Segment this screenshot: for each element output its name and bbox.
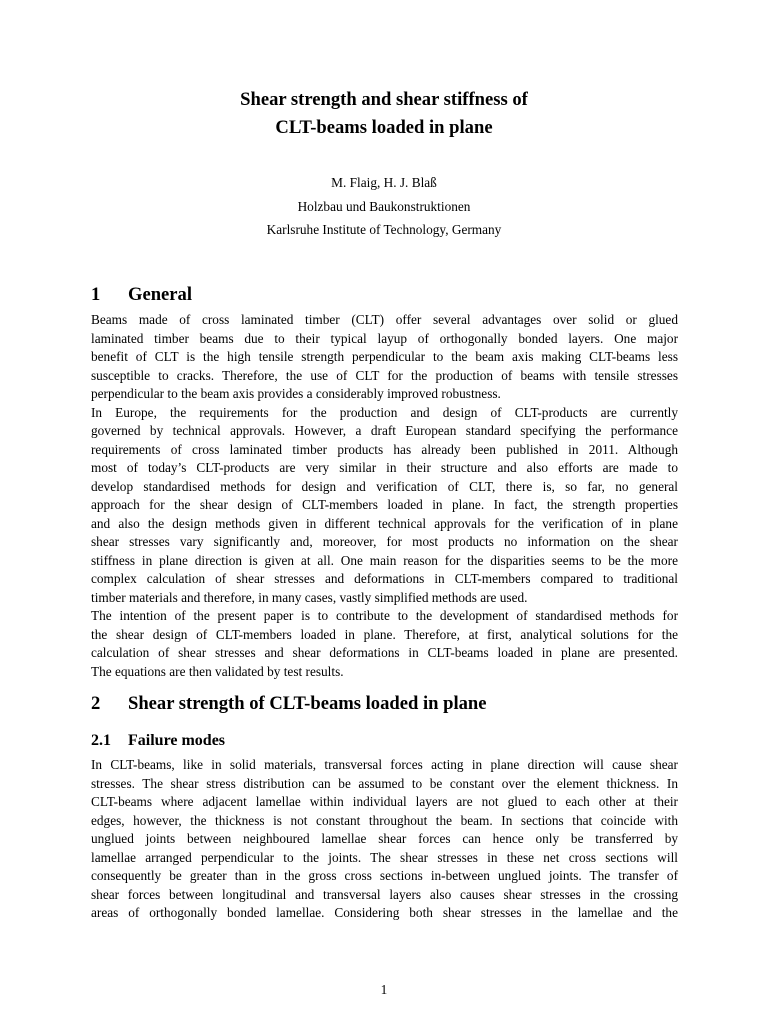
text-line: stiffness in plane direction is given at all. One main reason for the disparities seems to be the more [91, 552, 678, 568]
text-line: perpendicular to the beam axis provides a considerably improved robustness. [91, 386, 501, 401]
section-1-body [91, 311, 678, 681]
institution: Karlsruhe Institute of Technology, Germany [266, 222, 502, 237]
text-line: unglued joints between neighboured lamellae shear forces can hence only be transferred by [91, 831, 678, 846]
paper-title [0, 86, 768, 142]
section-2-1-heading [91, 731, 225, 751]
text-line: shear stresses vary significantly and, moreover, for most products no information on the shear [91, 534, 678, 549]
text-line: consequently be greater than in the gross cross sections in-between unglued joints. The transfer of [91, 868, 678, 883]
text-line: susceptible to cracks. Therefore, the use of CLT for the production of beams with tensile stresses [91, 367, 678, 383]
text-line: the shear design of CLT-members loaded in plane. Therefore, at first, analytical solutions for the [91, 626, 678, 642]
section-number: 2.1 [91, 732, 111, 749]
text-line: complex calculation of shear stresses and deformations in CLT-members compared to traditional [91, 571, 678, 586]
text-line: develop standardised methods for design and verification of CLT, there is, so far, no general [91, 478, 678, 494]
title-line: CLT-beams loaded in plane [275, 117, 493, 138]
title-line: Shear strength and shear stiffness of [240, 89, 528, 110]
text-line: In CLT-beams, like in solid materials, transversal forces acting in plane direction will cause shear [91, 757, 678, 772]
section-2-1-body [91, 756, 678, 923]
text-line: laminated timber beams due to their typical layup of orthogonally bonded layers. One major [91, 330, 678, 346]
text-line: benefit of CLT is the high tensile strength perpendicular to the beam axis making CLT-beams less [91, 349, 678, 364]
text-line: shear forces between longitudinal and transversal layers also causes shear stresses in the crossing [91, 886, 678, 902]
text-line: stresses. The shear stress distribution can be assumed to be constant over the element thickness. In [91, 775, 678, 791]
text-line: Beams made of cross laminated timber (CLT) offer several advantages over solid or glued [91, 312, 678, 327]
affiliation: Holzbau und Baukonstruktionen [297, 199, 471, 214]
text-line: The intention of the present paper is to contribute to the development of standardised methods for [91, 608, 678, 623]
section-title: General [128, 284, 193, 305]
text-line: areas of orthogonally bonded lamellae. Considering both shear stresses in the lamellae and the [91, 905, 678, 920]
section-1-heading [91, 284, 192, 306]
text-line: The equations are then validated by test results. [91, 663, 344, 679]
section-title: Shear strength of CLT-beams loaded in plane [128, 693, 487, 714]
section-2-heading [91, 693, 487, 715]
text-line: and also the design methods given in different technical approvals for the verification of in plane [91, 515, 678, 531]
text-line: approach for the shear design of CLT-members loaded in plane. In fact, the strength properties [91, 497, 678, 512]
text-line: calculation of shear stresses and shear deformations in CLT-beams loaded in plane are presented. [91, 645, 678, 660]
section-number: 2 [91, 693, 101, 714]
text-line: timber materials and therefore, in many cases, vastly simplified methods are used. [91, 589, 528, 605]
text-line: requirements of cross laminated timber products has already been published in 2011. Although [91, 441, 678, 457]
text-line: edges, however, the thickness is not constant throughout the beam. In sections that coincide with [91, 812, 678, 828]
section-title: Failure modes [128, 732, 226, 749]
section-number: 1 [91, 284, 101, 305]
authors: M. Flaig, H. J. Blaß [331, 175, 437, 190]
text-line: CLT-beams where adjacent lamellae within individual layers are not glued to each other at their [91, 794, 678, 809]
page-number: 1 [380, 982, 388, 997]
text-line: most of today’s CLT-products are very similar in their structure and also efforts are made to [91, 460, 678, 475]
text-line: In Europe, the requirements for the production and design of CLT-products are currently [91, 404, 678, 420]
text-line: lamellae arranged perpendicular to the joints. The shear stresses in these net cross sections will [91, 849, 678, 865]
text-line: governed by technical approvals. However, a draft European standard specifying the performance [91, 423, 678, 438]
